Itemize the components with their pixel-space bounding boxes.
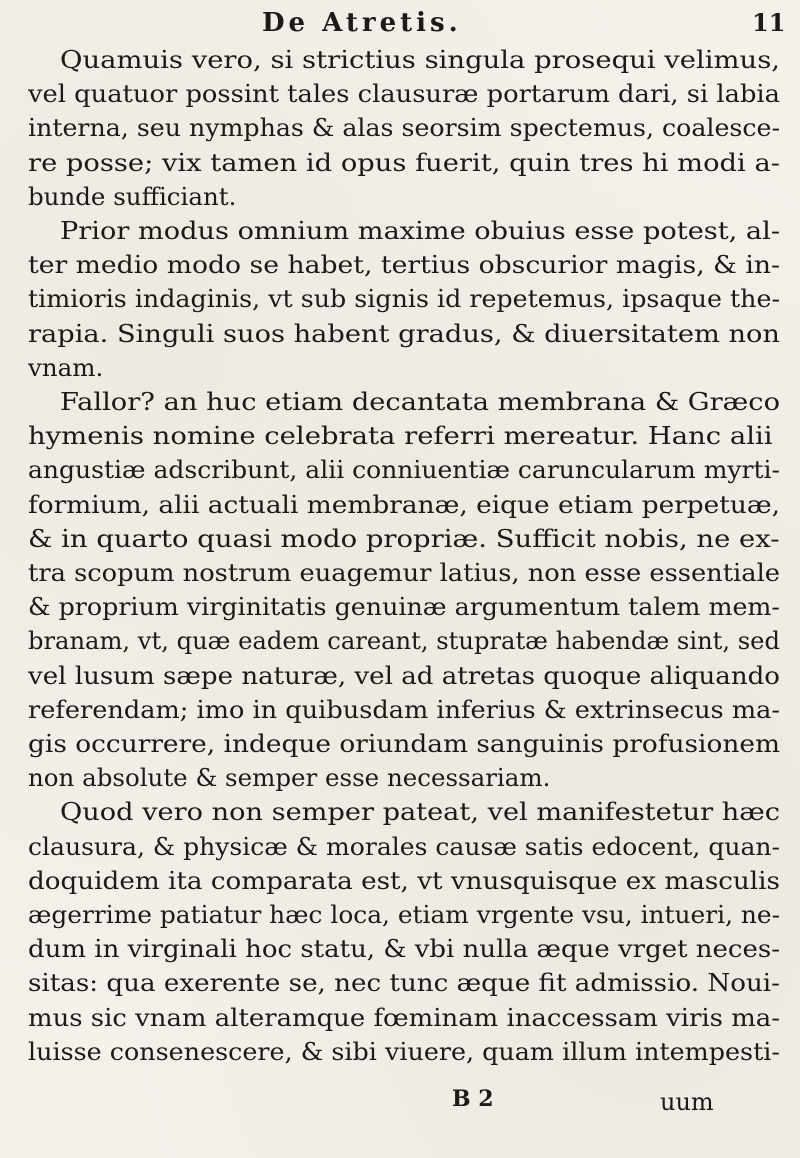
page-number: 11 xyxy=(752,8,786,37)
text-line: & in quarto quasi modo propriæ. Sufficit nobis, ne ex- xyxy=(28,523,780,553)
text-line: vel quatuor possint tales clausuræ portarum dari, si labia xyxy=(28,79,780,109)
text-line: ægerrime patiatur hæc loca, etiam vrgente vsu, intueri, ne- xyxy=(28,900,780,929)
text-line: formium, alii actuali membranæ, eique etiam perpetuæ, xyxy=(28,489,780,519)
text-line: tra scopum nostrum euagemur latius, non esse essentiale xyxy=(28,558,780,587)
text-line: referendam; imo in quibusdam inferius & extrinsecus ma- xyxy=(28,694,780,724)
text-line: Quod vero non semper pateat, vel manifestetur hæc xyxy=(60,797,780,827)
text-line: sitas: qua exerente se, nec tunc æque fit admissio. Noui- xyxy=(28,968,780,998)
text-line: non absolute & semper esse necessariam. xyxy=(28,763,551,793)
signature-mark: B 2 xyxy=(452,1086,494,1112)
text-line: & proprium virginitatis genuinæ argumentum talem mem- xyxy=(28,592,780,622)
text-line: luisse consenescere, & sibi viuere, quam illum intempesti- xyxy=(28,1036,780,1066)
text-line: clausura, & physicæ & morales causæ satis edocent, quan- xyxy=(28,831,780,861)
text-line: rapia. Singuli suos habent gradus, & diuersitatem non xyxy=(28,318,780,348)
text-line: vnam. xyxy=(28,352,104,382)
page-header xyxy=(0,4,800,40)
text-line: interna, seu nymphas & alas seorsim spectemus, coalesce- xyxy=(28,113,780,143)
text-line: bunde sufficiant. xyxy=(28,181,237,211)
text-line: Quamuis vero, si strictius singula prosequi velimus, xyxy=(60,45,780,74)
text-line: doquidem ita comparata est, vt vnusquisque ex masculis xyxy=(28,865,780,895)
text-line: Prior modus omnium maxime obuius esse potest, al- xyxy=(60,216,780,245)
text-line: mus sic vnam alteramque fœminam inaccessam viris ma- xyxy=(28,1002,780,1032)
catchword: uum xyxy=(660,1088,714,1116)
text-line: hymenis nomine celebrata referri mereatur. Hanc alii xyxy=(28,421,773,451)
text-line: timioris indaginis, vt sub signis id repetemus, ipsaque the- xyxy=(28,284,780,314)
text-line: gis occurrere, indeque oriundam sanguinis profusionem xyxy=(28,729,780,758)
text-line: vel lusum sæpe naturæ, vel ad atretas quoque aliquando xyxy=(28,660,780,690)
text-line: Fallor? an huc etiam decantata membrana & Græco xyxy=(60,387,780,416)
text-line: ter medio modo se habet, tertius obscurior magis, & in- xyxy=(28,250,780,280)
text-line: dum in virginali hoc statu, & vbi nulla æque vrget neces- xyxy=(28,934,780,964)
page-footer xyxy=(0,1086,800,1120)
running-title: De Atretis. xyxy=(262,8,462,38)
text-line: branam, vt, quæ eadem careant, stupratæ habendæ sint, sed xyxy=(28,626,780,656)
text-line: re posse; vix tamen id opus fuerit, quin tres hi modi a- xyxy=(28,147,780,177)
text-line: angustiæ adscribunt, alii conniuentiæ caruncularum myrti- xyxy=(28,455,780,485)
